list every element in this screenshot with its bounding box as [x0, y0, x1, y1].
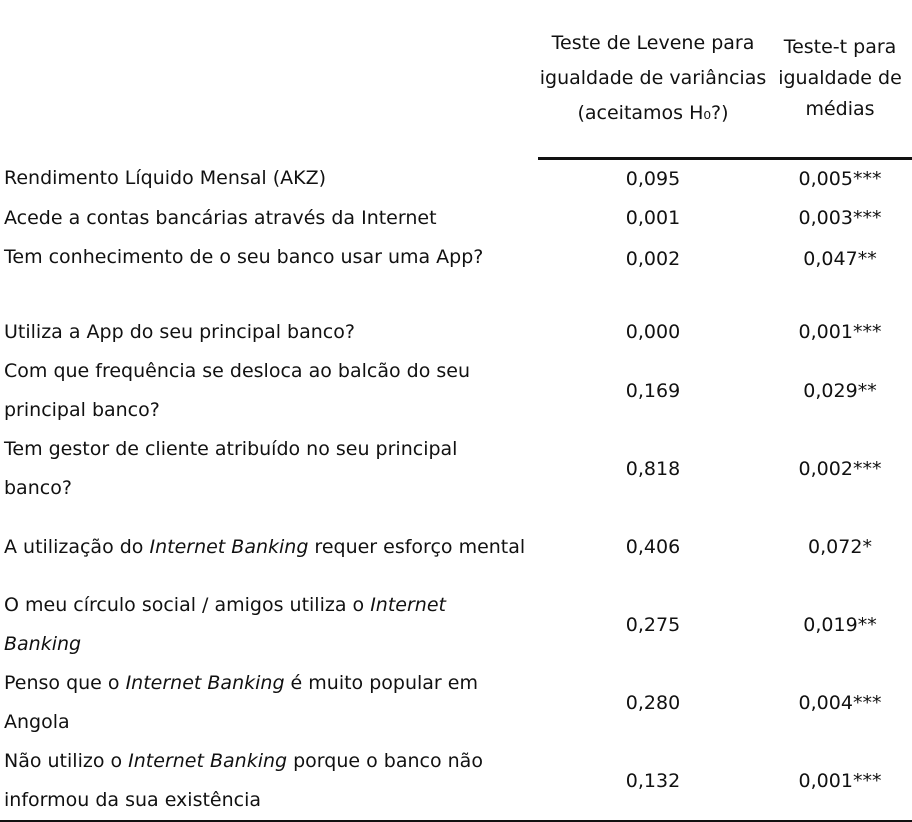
table-row	[0, 313, 912, 352]
ttest-value: 0,005***	[798, 168, 882, 190]
table-row	[0, 664, 912, 742]
header-blank-cell	[0, 0, 538, 159]
ttest-value: 0,029**	[803, 379, 877, 402]
levene-value: 0,169	[625, 379, 681, 402]
row-label: Rendimento Líquido Mensal (AKZ)	[4, 167, 327, 190]
header-levene-text: Teste de Levene para igualdade de variâncias (aceitamos H₀?)	[539, 32, 767, 124]
table-row	[0, 508, 912, 586]
ttest-value: 0,002***	[798, 457, 882, 480]
table-row	[0, 238, 912, 313]
levene-value: 0,406	[625, 535, 681, 558]
header-levene-cell	[538, 0, 768, 159]
row-label-text: é muito popular em Angola	[4, 672, 478, 733]
row-label-italic: Internet Banking	[149, 535, 309, 558]
ttest-value: 0,001***	[798, 321, 882, 343]
header-ttest-text: Teste-t para igualdade de médias	[778, 36, 902, 120]
row-label	[0, 508, 538, 586]
row-label: Com que frequência se desloca ao balcão do seu principal banco?	[4, 360, 470, 421]
ttest-value: 0,004***	[798, 691, 882, 714]
row-label-italic: Internet Banking	[128, 750, 288, 772]
header-ttest-cell	[768, 0, 912, 159]
row-label-text: O meu círculo social / amigos utiliza o	[4, 594, 371, 616]
table-row	[0, 199, 912, 238]
row-label: Tem conhecimento de o seu banco usar uma App?	[4, 246, 484, 268]
row-label: Acede a contas bancárias através da Internet	[4, 207, 437, 229]
row-label-text: Penso que o	[4, 672, 126, 694]
table-row	[0, 586, 912, 664]
ttest-value: 0,072*	[808, 535, 872, 558]
levene-value: 0,132	[538, 742, 768, 821]
ttest-value: 0,003***	[798, 207, 882, 229]
levene-value: 0,001	[625, 207, 681, 229]
ttest-value: 0,001***	[768, 742, 912, 821]
ttest-value: 0,019**	[803, 613, 877, 636]
table-row	[0, 159, 912, 200]
row-label	[0, 586, 538, 664]
row-label	[0, 742, 538, 821]
ttest-value: 0,047**	[803, 248, 877, 270]
row-label	[0, 664, 538, 742]
row-label-text: requer esforço mental	[308, 535, 526, 558]
levene-value: 0,000	[625, 321, 681, 343]
row-label-text: porque o banco não informou da sua existência	[4, 750, 483, 811]
row-label: Tem gestor de cliente atribuído no seu principal banco?	[4, 438, 458, 499]
row-label-text: A utilização do	[4, 535, 150, 558]
row-label-text: Não utilizo o	[4, 750, 129, 772]
row-label-italic: Internet Banking	[125, 672, 285, 694]
levene-value: 0,095	[625, 168, 681, 190]
table-row	[0, 742, 912, 821]
row-label-italic: Internet Banking	[4, 594, 446, 655]
table-row	[0, 352, 912, 430]
levene-value: 0,818	[625, 457, 681, 480]
table-header-row	[0, 0, 912, 159]
levene-value: 0,280	[625, 691, 681, 714]
table-row	[0, 430, 912, 508]
levene-value: 0,002	[625, 248, 681, 270]
row-label: Utiliza a App do seu principal banco?	[4, 321, 355, 343]
levene-value: 0,275	[625, 613, 681, 636]
